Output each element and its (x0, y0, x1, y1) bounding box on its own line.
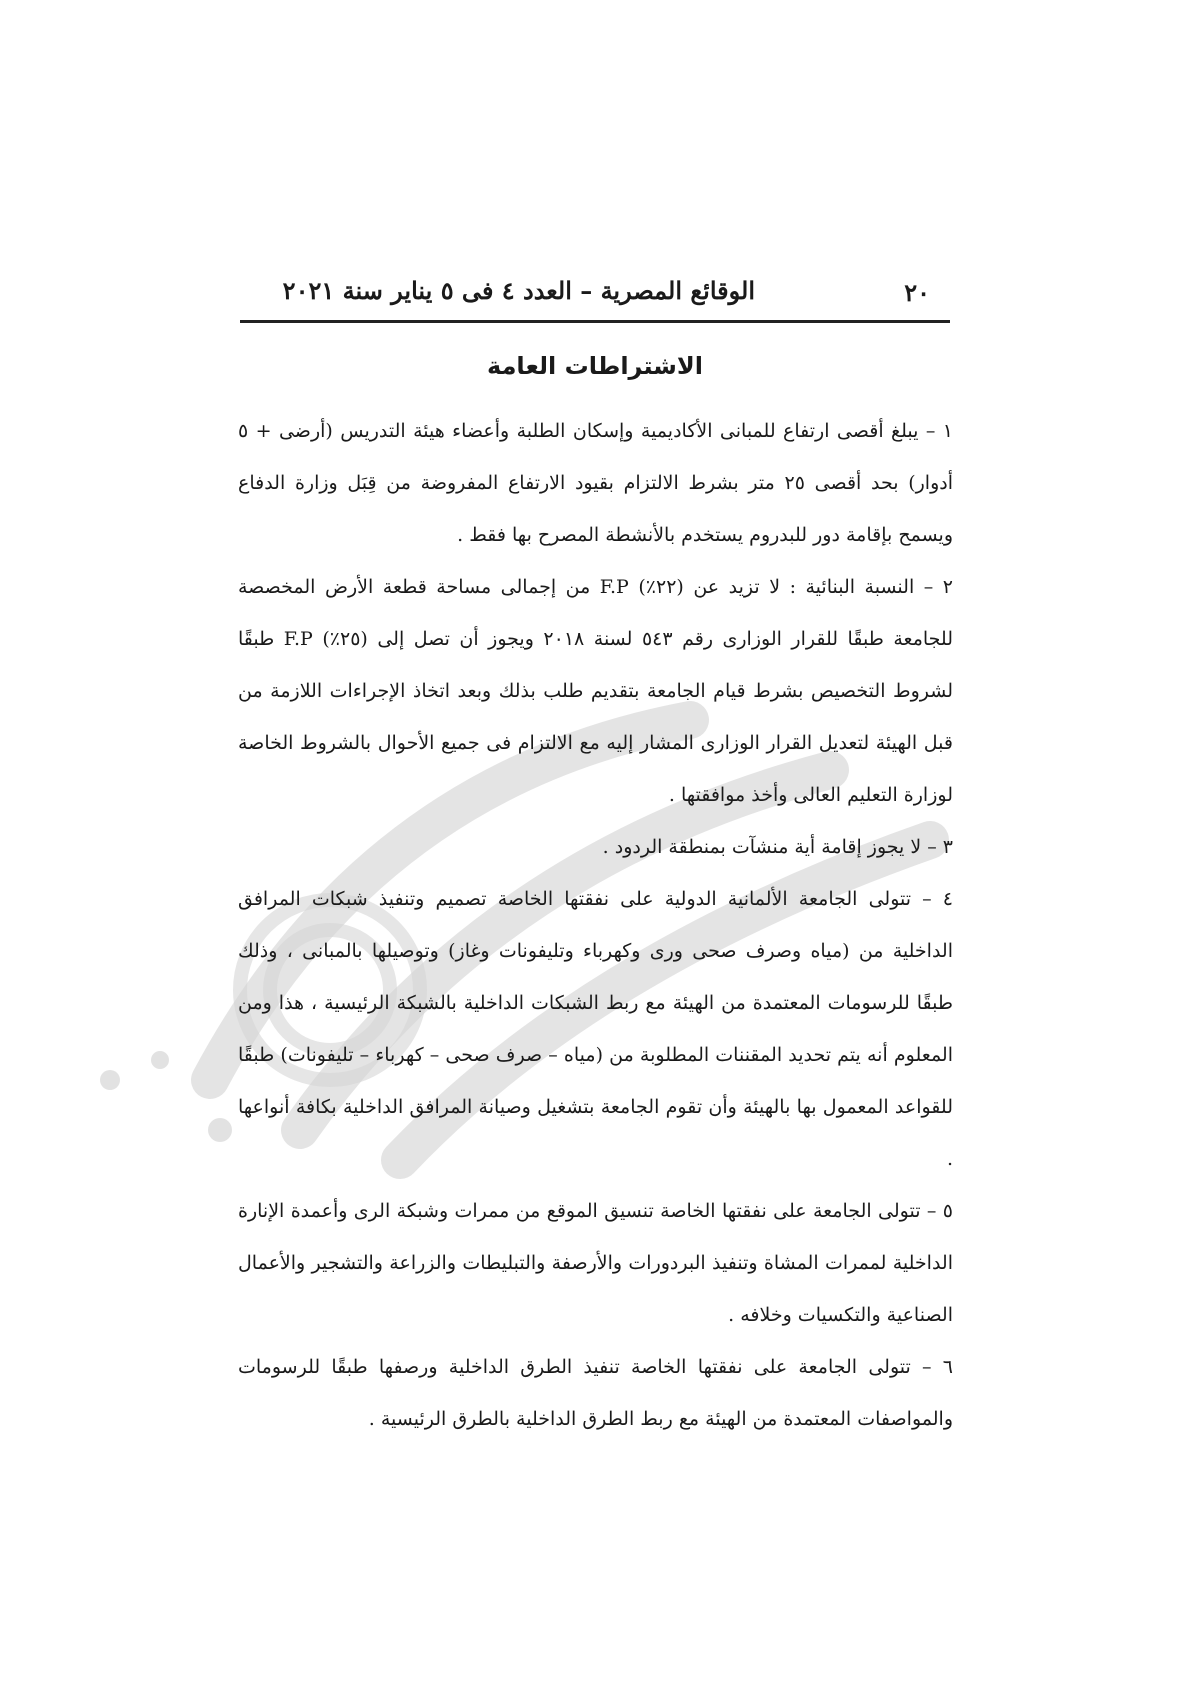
paragraph-2: ٢ – النسبة البنائية : لا تزيد عن (٢٢٪) F.P من إجمالى مساحة قطعة الأرض المخصصة للجامعة طبقًا للقرار الوزارى رقم ٥٤٣ لسنة ٢٠١٨ ويجوز أن تصل إلى (٢٥٪) F.P طبقًا لشروط التخصيص بشرط قيام الجامعة بتقديم طلب بذلك وبعد اتخاذ الإجراءات اللازمة من قبل الهيئة لتعديل القرار الوزارى المشار إليه مع الالتزام فى جميع الأحوال بالشروط الخاصة لوزارة التعليم العالى وأخذ موافقتها . (238, 576, 953, 806)
paragraph-5: ٥ – تتولى الجامعة على نفقتها الخاصة تنسيق الموقع من ممرات وشبكة الرى وأعمدة الإنارة الداخلية لممرات المشاة وتنفيذ البردورات والأرصفة والتبليطات والزراعة والتشجير والأعمال الصناعية والتكسيات وخلافه . (238, 1200, 953, 1326)
paragraph-3: ٣ – لا يجوز إقامة أية منشآت بمنطقة الردود . (602, 836, 953, 858)
section-title: الاشتراطات العامة (487, 352, 703, 380)
paragraph-4: ٤ – تتولى الجامعة الألمانية الدولية على نفقتها الخاصة تصميم وتنفيذ شبكات المرافق الداخلية من (مياه وصرف صحى ورى وكهرباء وتليفونات وغاز) وتوصيلها بالمبانى ، وذلك طبقًا للرسومات المعتمدة من الهيئة مع ربط الشبكات الداخلية بالشبكة الرئيسية ، هذا ومن المعلوم أنه يتم تحديد المقننات المطلوبة من (مياه – صرف صحى – كهرباء – تليفونات) طبقًا للقواعد المعمول بها بالهيئة وأن تقوم الجامعة بتشغيل وصيانة المرافق الداخلية بكافة أنواعها . (238, 888, 953, 1170)
paragraph-6: ٦ – تتولى الجامعة على نفقتها الخاصة تنفيذ الطرق الداخلية ورصفها طبقًا للرسومات والمواصفات المعتمدة من الهيئة مع ربط الطرق الداخلية بالطرق الرئيسية . (238, 1356, 953, 1430)
page-header (240, 270, 940, 320)
paragraph-1: ١ – يبلغ أقصى ارتفاع للمبانى الأكاديمية وإسكان الطلبة وأعضاء هيئة التدريس (أرضى + ٥ أدوار) بحد أقصى ٢٥ متر بشرط الالتزام بقيود الارتفاع المفروضة من قِبَل وزارة الدفاع ويسمح بإقامة دور للبدروم يستخدم بالأنشطة المصرح بها فقط . (238, 420, 953, 546)
document-body (238, 405, 953, 1445)
page-number: ٢٠ (904, 278, 930, 307)
header-divider (240, 320, 950, 323)
gazette-header-title: الوقائع المصرية – العدد ٤ فى ٥ يناير سنة ٢٠٢١ (282, 276, 755, 305)
